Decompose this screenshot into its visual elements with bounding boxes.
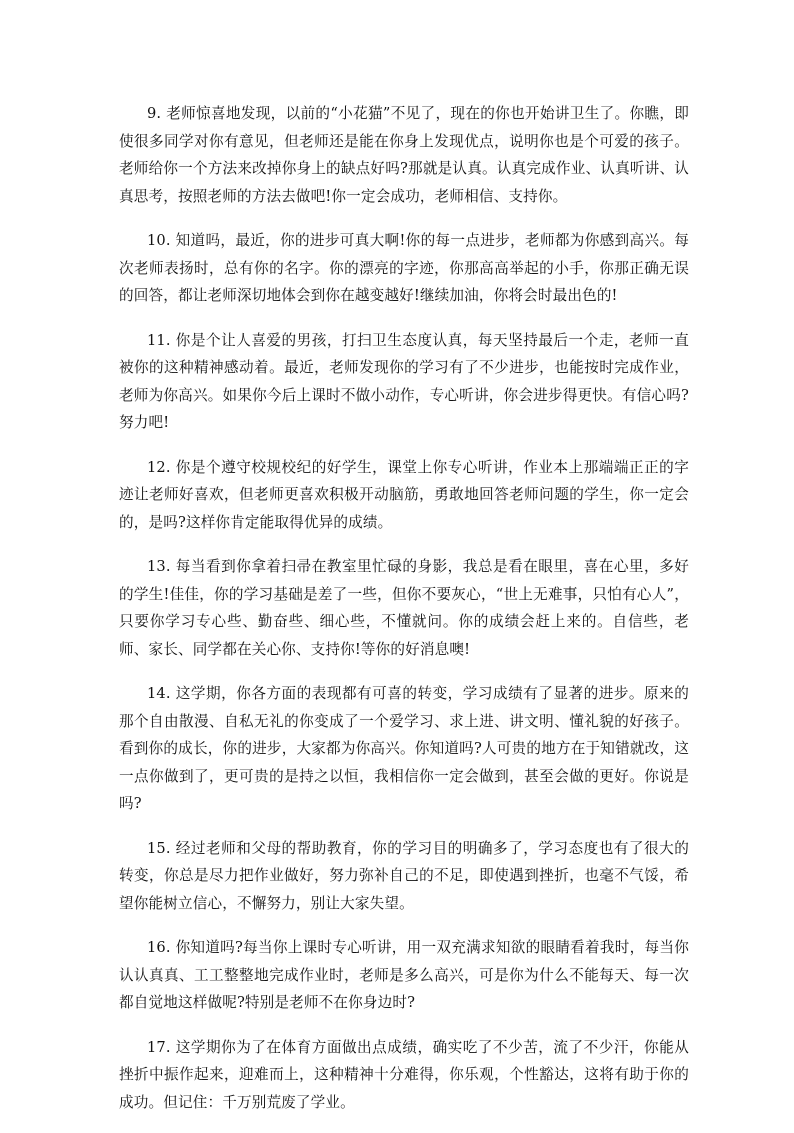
comment-paragraph-11: 11. 你是个让人喜爱的男孩，打扫卫生态度认真，每天坚持最后一个走，老师一直被你的这种精神感动着。最近，老师发现你的学习有了不少进步，也能按时完成作业，老师为你高兴。如果你今后上课时不做小动作，专心听讲，你会进步得更快。有信心吗?努力吧! [119,331,689,431]
comment-paragraph-16: 16. 你知道吗?每当你上课时专心听讲，用一双充满求知欲的眼睛看着我时，每当你认认真真、工工整整地完成作业时，老师是多么高兴，可是你为什么不能每天、每一次都自觉地这样做呢?特别是老师不在你身边时? [119,939,689,1011]
comment-paragraph-13: 13. 每当看到你拿着扫帚在教室里忙碌的身影，我总是看在眼里，喜在心里，多好的学生!佳佳，你的学习基础是差了一些，但你不要灰心，“世上无难事，只怕有心人”，只要你学习专心些、勤奋些、细心些，不懂就问。你的成绩会赶上来的。自信些，老师、家长、同学都在关心你、支持你!等你的好消息噢! [119,558,689,658]
comment-paragraph-15: 15. 经过老师和父母的帮助教育，你的学习目的明确多了，学习态度也有了很大的转变，你总是尽力把作业做好，努力弥补自己的不足，即使遇到挫折，也毫不气馁，希望你能树立信心，不懈努力，别让大家失望。 [119,839,689,912]
comment-paragraph-10: 10. 知道吗，最近，你的进步可真大啊!你的每一点进步，老师都为你感到高兴。每次老师表扬时，总有你的名字。你的漂亮的字迹，你那高高举起的小手，你那正确无误的回答，都让老师深切地体会到你在越变越好!继续加油，你将会时最出色的! [119,232,689,304]
comment-paragraph-14: 14. 这学期，你各方面的表现都有可喜的转变，学习成绩有了显著的进步。原来的那个自由散漫、自私无礼的你变成了一个爱学习、求上进、讲文明、懂礼貌的好孩子。看到你的成长，你的进步，大家都为你高兴。你知道吗?人可贵的地方在于知错就改，这一点你做到了，更可贵的是持之以恒，我相信你一定会做到，甚至会做的更好。你说是吗? [119,685,689,812]
comment-paragraph-9: 9. 老师惊喜地发现，以前的“小花猫”不见了，现在的你也开始讲卫生了。你瞧，即使很多同学对你有意见，但老师还是能在你身上发现优点，说明你也是个可爱的孩子。老师给你一个方法来改掉你身上的缺点好吗?那就是认真。认真完成作业、认真听讲、认真思考，按照老师的方法去做吧!你一定会成功，老师相信、支持你。 [119,105,689,205]
comment-paragraph-12: 12. 你是个遵守校规校纪的好学生，课堂上你专心听讲，作业本上那端端正正的字迹让老师好喜欢，但老师更喜欢积极开动脑筋，勇敢地回答老师问题的学生，你一定会的，是吗?这样你肯定能取得优异的成绩。 [119,458,689,531]
document-body [119,100,689,1133]
comment-paragraph-17: 17. 这学期你为了在体育方面做出点成绩，确实吃了不少苦，流了不少汗，你能从挫折中振作起来，迎难而上，这种精神十分难得，你乐观，个性豁达，这将有助于你的成功。但记住：千万别荒废了学业。 [119,1038,689,1111]
